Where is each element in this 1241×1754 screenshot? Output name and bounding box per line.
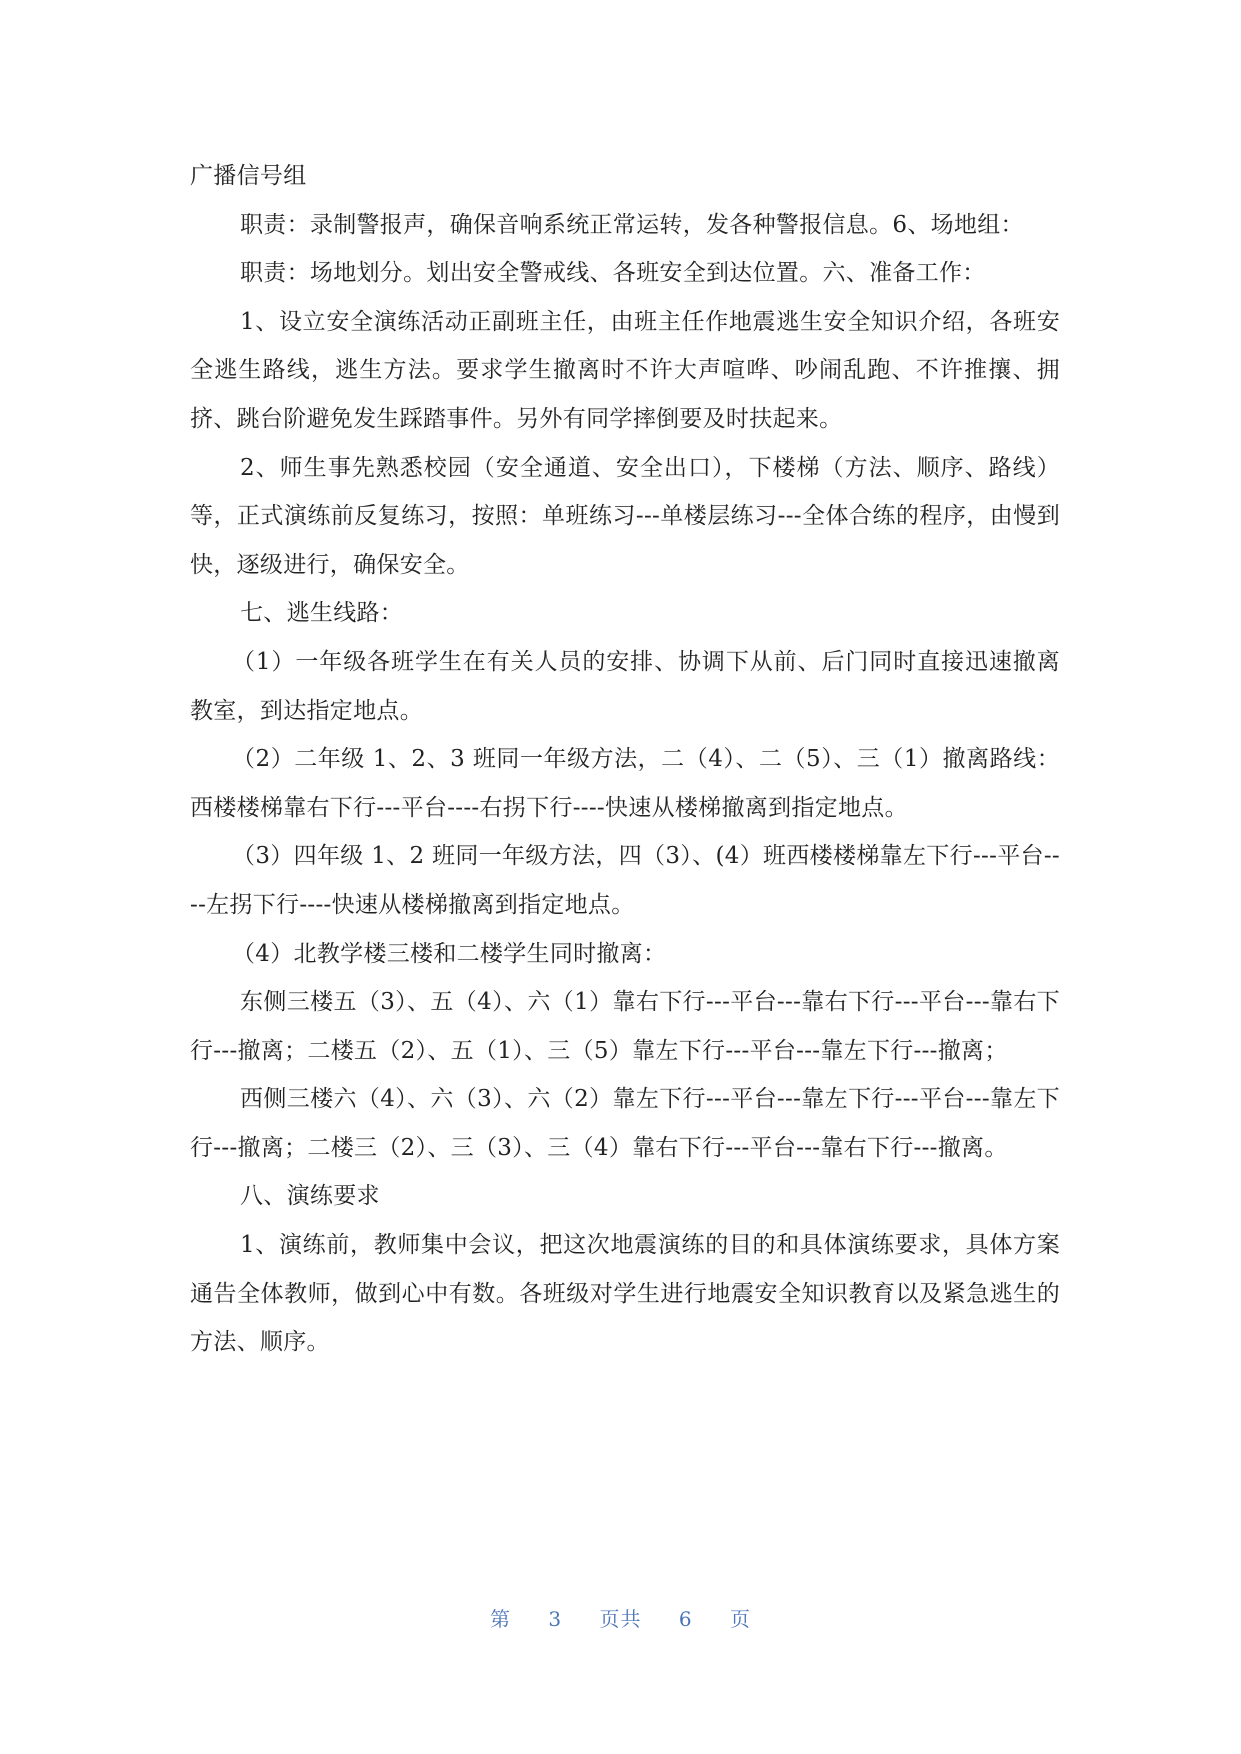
footer-suffix: 页: [729, 1607, 751, 1631]
paragraph-9: （4）北教学楼三楼和二楼学生同时撤离：: [232, 940, 667, 967]
paragraph-4: 2、师生事先熟悉校园（安全通道、安全出口），下楼梯（方法、顺序、路线）等，正式演练前反复练习，按照：单班练习---单楼层练习---全体合练的程序，由慢到快，逐级进行，确保安全。: [190, 454, 1060, 578]
paragraph-13: 1、演练前，教师集中会议，把这次地震演练的目的和具体演练要求，具体方案通告全体教师，做到心中有数。各班级对学生进行地震安全知识教育以及紧急逃生的方法、顺序。: [190, 1232, 1060, 1356]
paragraph-8: （3）四年级 1、2 班同一年级方法，四（3）、(4）班西楼楼梯靠左下行---平台----左拐下行----快速从楼梯撤离到指定地点。: [190, 843, 1060, 918]
paragraph-5: 七、逃生线路：: [240, 600, 404, 627]
footer-prefix: 第: [490, 1607, 512, 1631]
paragraph-7: （2）二年级 1、2、3 班同一年级方法，二（4）、二（5）、三（1）撤离路线：西楼楼梯靠右下行---平台----右拐下行----快速从楼梯撤离到指定地点。: [190, 746, 1060, 821]
paragraph-2: 职责：场地划分。划出安全警戒线、各班安全到达位置。六、准备工作：: [240, 260, 986, 287]
page-footer: [0, 1603, 1241, 1632]
paragraph-10: 东侧三楼五（3）、五（4）、六（1）靠右下行---平台---靠右下行---平台---靠右下行---撤离；二楼五（2）、五（1）、三（5）靠左下行---平台---靠左下行---撤离；: [190, 989, 1060, 1064]
paragraph-1: 职责：录制警报声，确保音响系统正常运转，发各种警报信息。6、场地组：: [240, 211, 1024, 238]
paragraph-6: （1）一年级各班学生在有关人员的安排、协调下从前、后门同时直接迅速撤离教室，到达指定地点。: [190, 648, 1060, 724]
document-body: [190, 152, 1060, 1367]
paragraph-11: 西侧三楼六（4）、六（3）、六（2）靠左下行---平台---靠左下行---平台---靠左下行---撤离；二楼三（2）、三（3）、三（4）靠右下行---平台---靠右下行---撤离。: [190, 1086, 1060, 1161]
paragraph-0: 广播信号组: [190, 163, 307, 189]
paragraph-12: 八、演练要求: [240, 1183, 380, 1210]
footer-total-pages: 6: [678, 1607, 693, 1631]
footer-middle: 页共: [599, 1607, 642, 1631]
paragraph-3: 1、设立安全演练活动正副班主任，由班主任作地震逃生安全知识介绍，各班安全逃生路线，逃生方法。要求学生撤离时不许大声喧哗、吵闹乱跑、不许推攘、拥挤、跳台阶避免发生踩踏事件。另外有同学摔倒要及时扶起来。: [190, 308, 1060, 432]
footer-current-page: 3: [548, 1607, 563, 1631]
